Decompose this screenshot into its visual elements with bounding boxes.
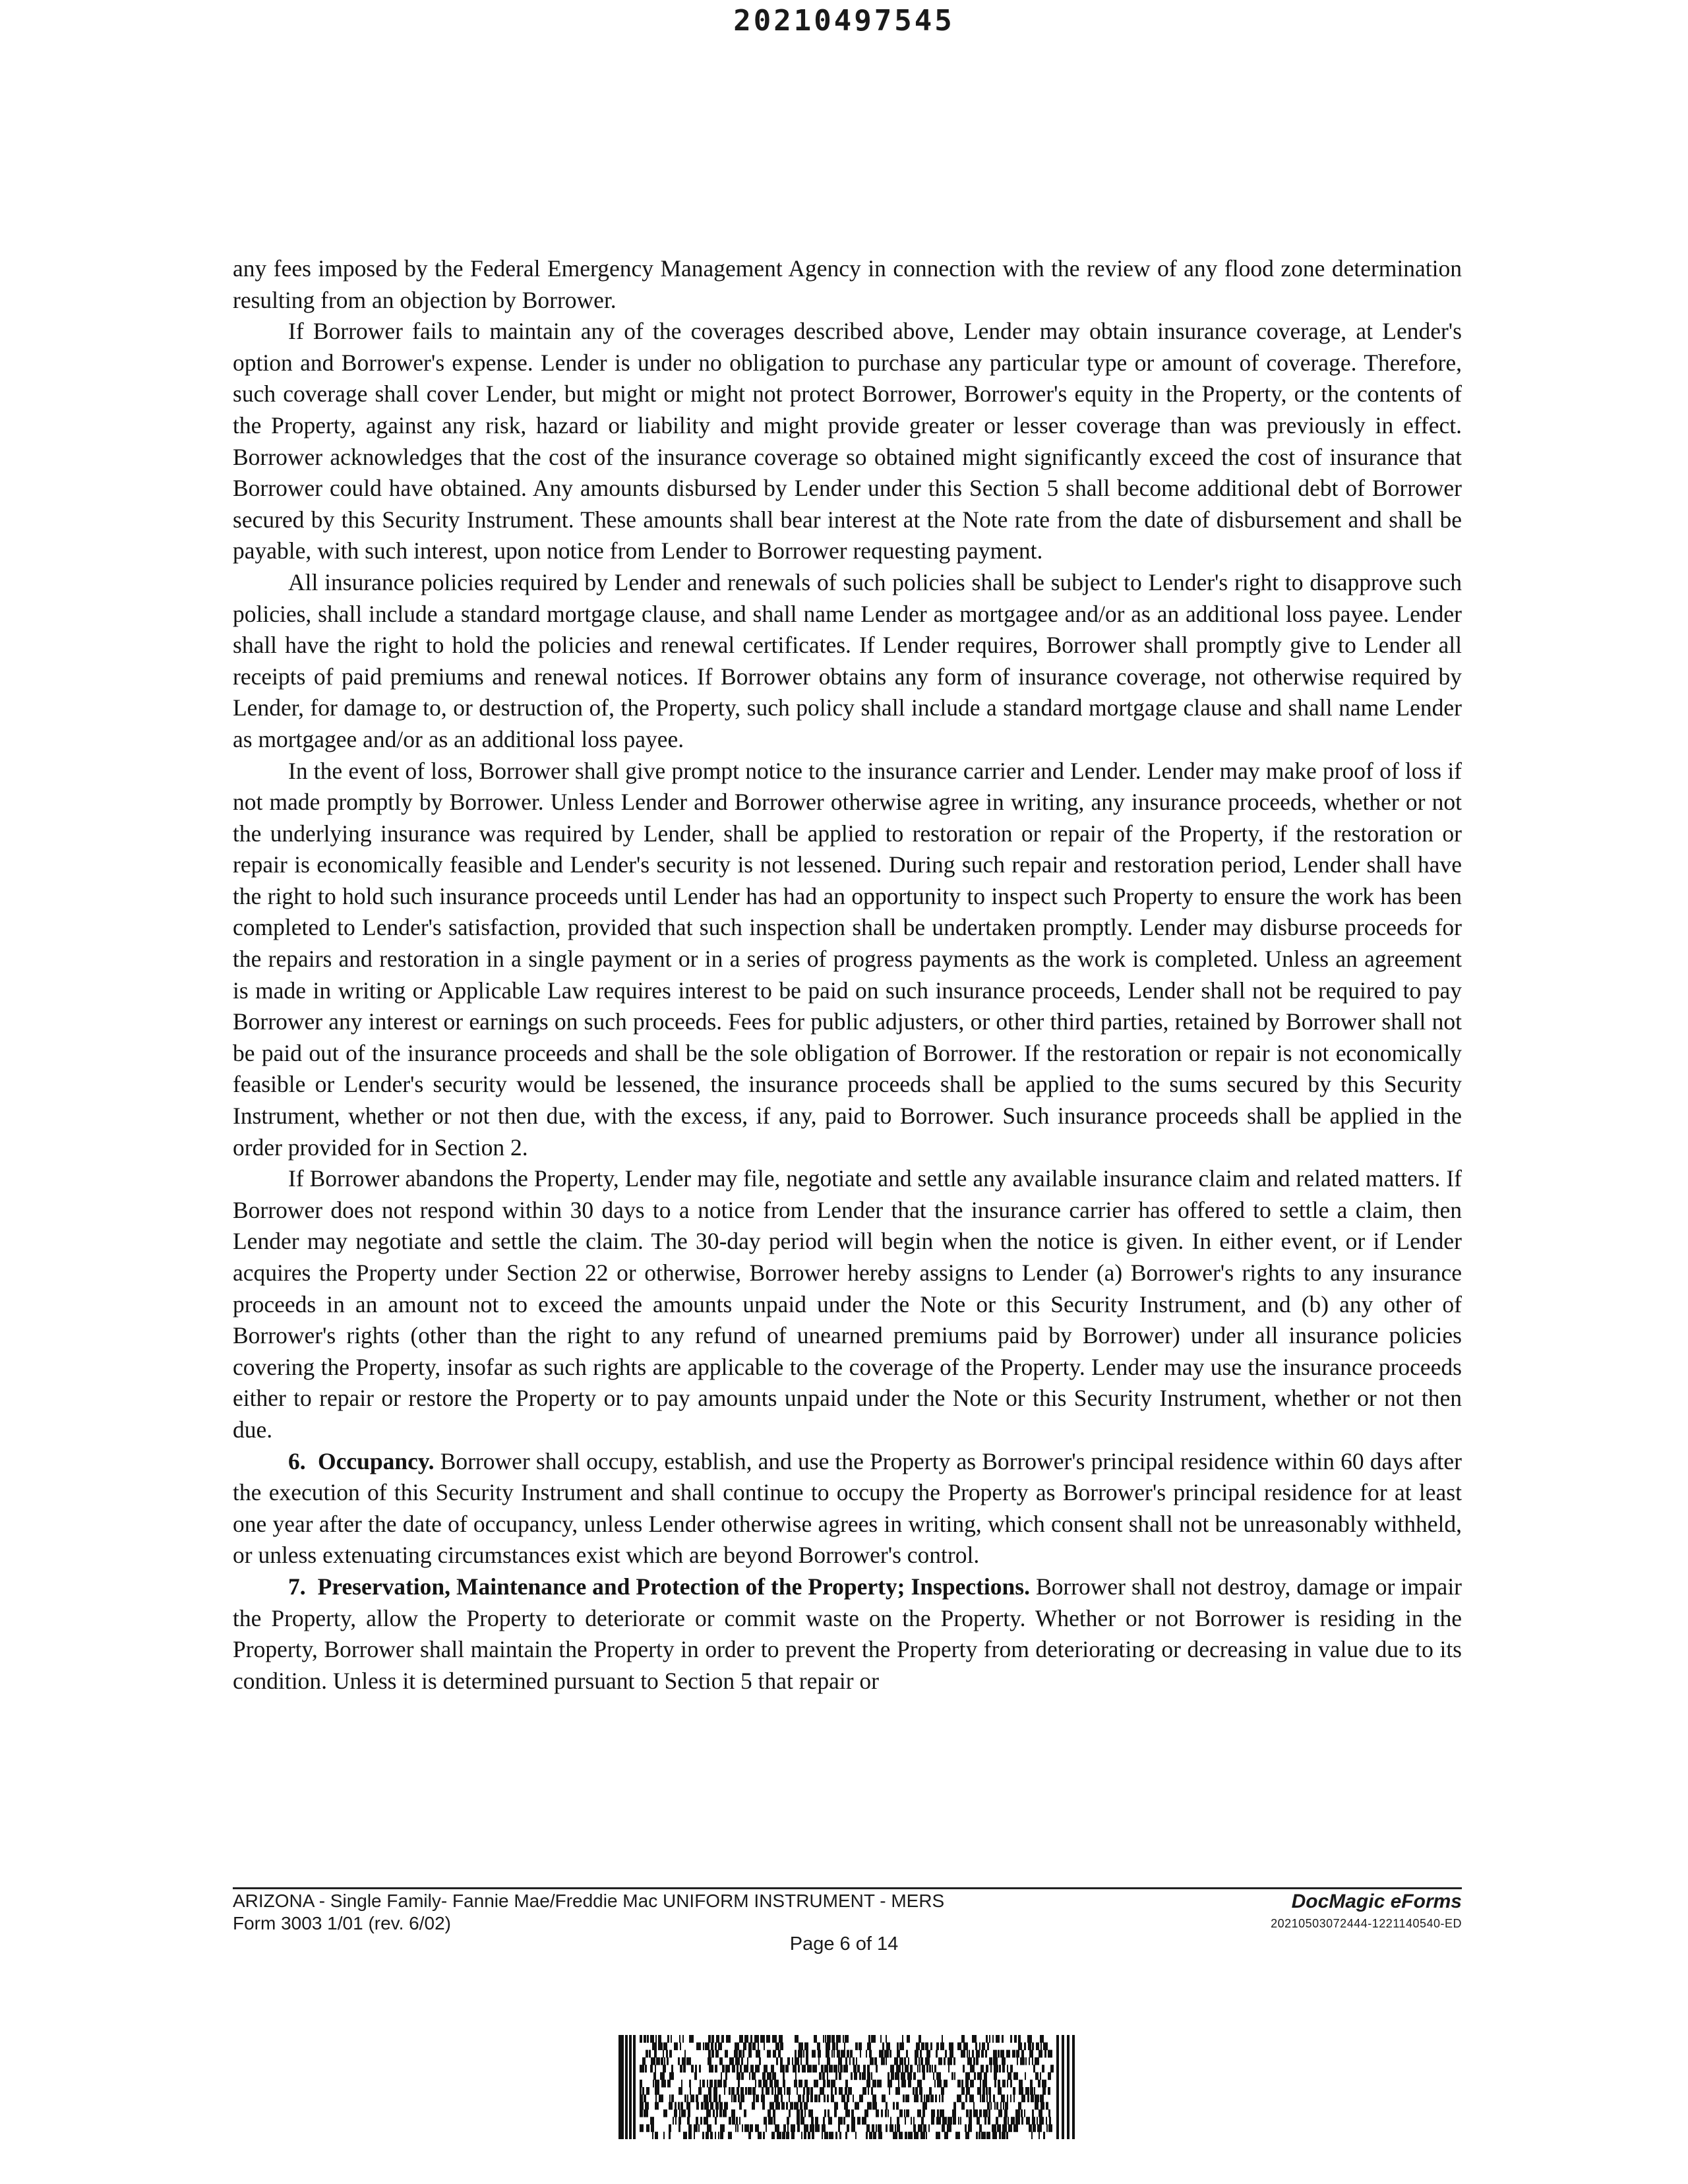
paragraph-abandonment: If Borrower abandons the Property, Lender may file, negotiate and settle any available insurance claim and related matters. If Borrower does not respond within 30 days to a notice from Lender that the insurance carrier has offered to settle a claim, then Lender may negotiate and settle the claim. The 30-day period will begin when the notice is given. In either event, or if Lender acquires the Property under Section 22 or otherwise, Borrower hereby assigns to Lender (a) Borrower's rights to any insurance proceeds in an amount not to exceed the amounts unpaid under the Note or this Security Instrument, and (b) any other of Borrower's rights (other than the right to any refund of unearned premiums paid by Borrower) under all insurance policies covering the Property, insofar as such rights are applicable to the coverage of the Property. Lender may use the insurance proceeds either to repair or restore the Property or to pay amounts unpaid under the Note or this Security Instrument, whether or not then due. [233,1165,1462,1443]
docmagic-logo [1271,1890,1462,1914]
section-7-preservation [233,1571,1462,1697]
footer-brand-block [1271,1890,1462,1933]
footer-instrument-line: ARIZONA - Single Family- Fannie Mae/Freddie Mac UNIFORM INSTRUMENT - MERS [233,1891,945,1911]
document-body [233,253,1462,1697]
barcode-image [618,2035,1075,2139]
page-number: Page 6 of 14 [789,1933,899,1955]
section-7-text: Borrower shall not destroy, damage or impair the Property, allow the Property to deteriorate or commit waste on the Property. Whether or not Borrower is residing in the Property, Borrower shall maintain the Property in order to prevent the Property from deteriorating or decreasing in value due to its condition. Unless it is determined pursuant to Section 5 that repair or [233,1573,1462,1694]
record-number: 20210497545 [733,4,955,38]
section-7-title: Preservation, Maintenance and Protection of the Property; Inspections. [317,1573,1030,1600]
docmagic-eforms: eForms [1390,1891,1462,1912]
section-6-text: Borrower shall occupy, establish, and use the Property as Borrower's principal residence within 60 days after the execution of this Security Instrument and shall continue to occupy the Property as Borrower's principal residence for at least one year after the date of occupancy, unless Lender otherwise agrees in writing, which consent shall not be unreasonably withheld, or unless extenuating circumstances exist which are beyond Borrower's control. [233,1447,1462,1569]
footer-form-info [233,1890,944,1935]
section-6-occupancy [233,1446,1462,1571]
paragraph-event-of-loss: In the event of loss, Borrower shall give prompt notice to the insurance carrier and Lender. Lender may make proof of loss if not made promptly by Borrower. Unless Lender and Borrower otherwise agree in writing, any insurance proceeds, whether or not the underlying insurance was required by Lender, shall be applied to restoration or repair of the Property, if the restoration or repair is economically feasible and Lender's security is not lessened. During such repair and restoration period, Lender shall have the right to hold such insurance proceeds until Lender has had an opportunity to inspect such Property to ensure the work has been completed to Lender's satisfaction, provided that such inspection shall be undertaken promptly. Lender may disburse proceeds for the repairs and restoration in a single payment or in a series of progress payments as the work is completed. Unless an agreement is made in writing or Applicable Law requires interest to be paid on such insurance proceeds, Lender shall not be required to pay Borrower any interest or earnings on such proceeds. Fees for public adjusters, or other third parties, retained by Borrower shall not be paid out of the insurance proceeds and shall be the sole obligation of Borrower. If the restoration or repair is not economically feasible or Lender's security would be lessened, the insurance proceeds shall be applied to the sums secured by this Security Instrument, whether or not then due, with the excess, if any, paid to Borrower. Such insurance proceeds shall be applied in the order provided for in Section 2. [233,757,1462,1161]
footer-divider [233,1887,1462,1889]
docmagic-brand: DocMagic [1291,1891,1385,1912]
section-6-number: 6. [288,1447,306,1474]
footer-form-line: Form 3003 1/01 (rev. 6/02) [233,1913,451,1933]
section-7-number: 7. [288,1573,306,1600]
section-6-title: Occupancy. [317,1447,435,1474]
document-id: 20210503072444-1221140540-ED [1271,1917,1462,1930]
paragraph-insurance-policies: All insurance policies required by Lender and renewals of such policies shall be subject to Lender's right to disapprove such policies, shall include a standard mortgage clause, and shall name Lender as mortgagee and/or as an additional loss payee. Lender shall have the right to hold the policies and renewal certificates. If Lender requires, Borrower shall promptly give to Lender all receipts of paid premiums and renewal notices. If Borrower obtains any form of insurance coverage, not otherwise required by Lender, for damage to, or destruction of, the Property, such policy shall include a standard mortgage clause and shall name Lender as mortgagee and/or as an additional loss payee. [233,568,1462,752]
paragraph-lender-coverage: If Borrower fails to maintain any of the coverages described above, Lender may obtain insurance coverage, at Lender's option and Borrower's expense. Lender is under no obligation to purchase any particular type or amount of coverage. Therefore, such coverage shall cover Lender, but might or might not protect Borrower, Borrower's equity in the Property, or the contents of the Property, against any risk, hazard or liability and might provide greater or lesser coverage than was previously in effect. Borrower acknowledges that the cost of the insurance coverage so obtained might significantly exceed the cost of insurance that Borrower could have obtained. Any amounts disbursed by Lender under this Section 5 shall become additional debt of Borrower secured by this Security Instrument. These amounts shall bear interest at the Note rate from the date of disbursement and shall be payable, with such interest, upon notice from Lender to Borrower requesting payment. [233,318,1462,564]
paragraph-fees-continuation: any fees imposed by the Federal Emergency Management Agency in connection with the review of any flood zone determination resulting from an objection by Borrower. [233,255,1462,313]
